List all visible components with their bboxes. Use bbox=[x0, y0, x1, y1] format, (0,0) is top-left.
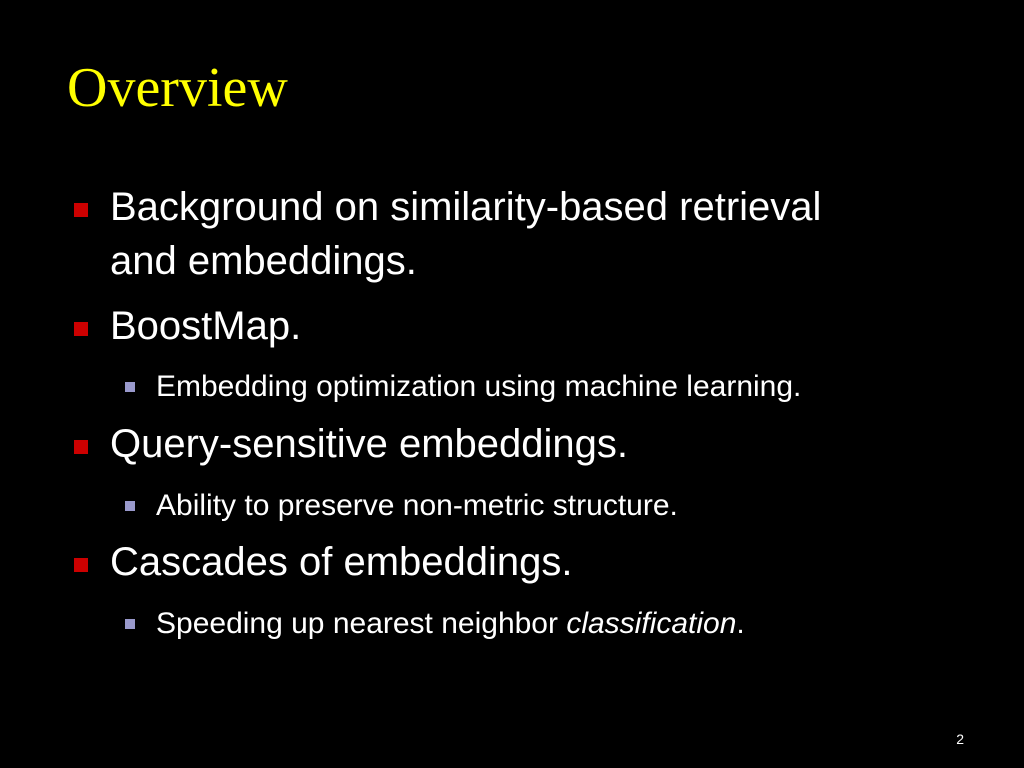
slide-title: Overview bbox=[67, 57, 288, 119]
small-square-bullet-icon bbox=[125, 501, 135, 511]
sub-bullet-text: Embedding optimization using machine learning. bbox=[156, 370, 802, 403]
bullet-text: Cascades of embeddings. bbox=[110, 540, 573, 584]
small-square-bullet-icon bbox=[125, 382, 135, 392]
sub-bullet-text: Ability to preserve non-metric structure. bbox=[156, 489, 678, 522]
sub-bullet-text bbox=[156, 606, 996, 642]
small-square-bullet-icon bbox=[125, 619, 135, 629]
bullet-text-line1: Background on similarity-based retrieval bbox=[110, 185, 822, 229]
square-bullet-icon bbox=[74, 322, 88, 336]
sub-bullet-text-italic: classification bbox=[566, 607, 737, 640]
square-bullet-icon bbox=[74, 203, 88, 217]
square-bullet-icon bbox=[74, 440, 88, 454]
sub-bullet-text-plain: Speeding up nearest neighbor bbox=[156, 607, 567, 640]
bullet-text: Query-sensitive embeddings. bbox=[110, 422, 629, 466]
sub-bullet-text-end: . bbox=[736, 607, 745, 640]
bullet-text-line2: and embeddings. bbox=[110, 239, 417, 283]
bullet-text: BoostMap. bbox=[110, 304, 302, 348]
square-bullet-icon bbox=[74, 558, 88, 572]
slide-number: 2 bbox=[956, 731, 964, 747]
